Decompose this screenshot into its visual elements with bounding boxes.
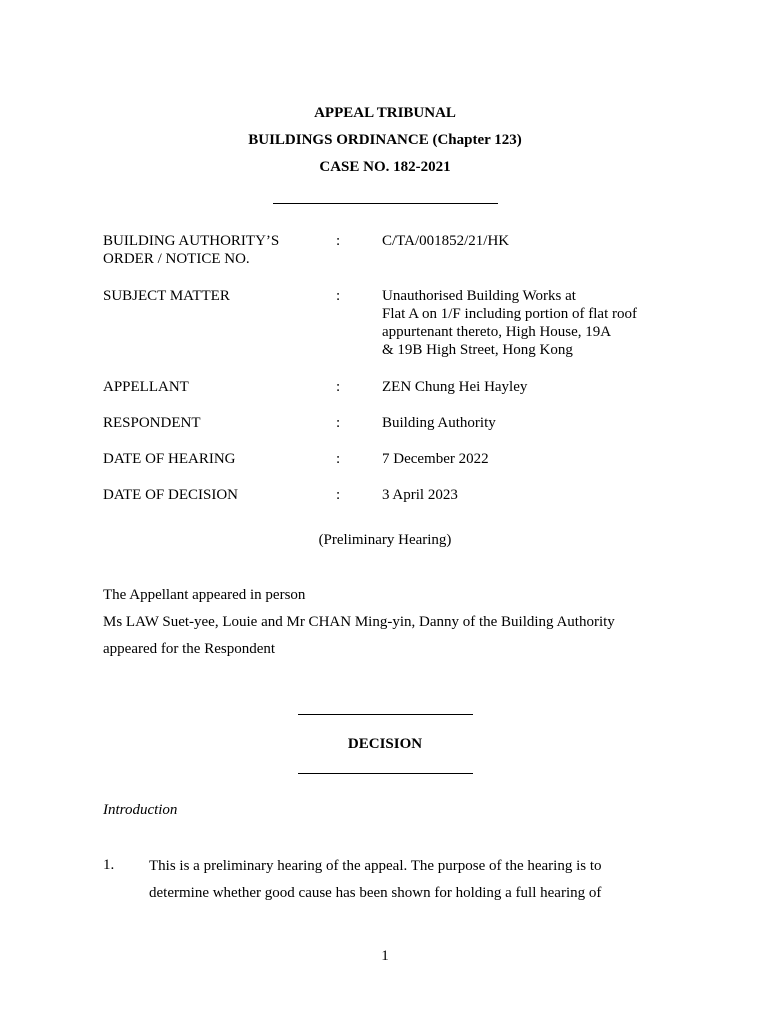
value-line: & 19B High Street, Hong Kong (382, 342, 573, 358)
separator: : (336, 379, 341, 395)
respondent-value (382, 414, 682, 432)
order-notice-label (103, 232, 323, 268)
appellant-value (382, 378, 682, 396)
case-number: CASE NO. 182-2021 (319, 159, 451, 175)
paragraph-text (149, 853, 669, 907)
value-line: ZEN Chung Hei Hayley (382, 379, 528, 395)
label-line: DATE OF HEARING (103, 451, 236, 467)
paragraph-number: 1. (103, 857, 115, 873)
subject-matter-label (103, 287, 323, 305)
label-line: DATE OF DECISION (103, 487, 238, 503)
separator: : (336, 415, 341, 431)
value-line: 3 April 2023 (382, 487, 458, 503)
label-line: RESPONDENT (103, 415, 201, 431)
label-line: SUBJECT MATTER (103, 288, 230, 304)
respondent-label (103, 414, 323, 432)
value-line: C/TA/001852/21/HK (382, 233, 510, 249)
section-heading-introduction: Introduction (103, 802, 178, 818)
order-notice-value (382, 232, 682, 250)
separator: : (336, 451, 341, 467)
appearance-respondent-representatives: Ms LAW Suet-yee, Louie and Mr CHAN Ming-yin, Danny of the Building Authority (103, 614, 615, 630)
decision-divider-bottom (298, 773, 473, 774)
appearance-appellant: The Appellant appeared in person (103, 587, 306, 603)
label-line: APPELLANT (103, 379, 189, 395)
hearing-date-label (103, 450, 323, 468)
label-line: ORDER / NOTICE NO. (103, 251, 250, 267)
appellant-label (103, 378, 323, 396)
separator: : (336, 288, 341, 304)
decision-date-value (382, 486, 682, 504)
value-line: Unauthorised Building Works at (382, 288, 576, 304)
label-line: BUILDING AUTHORITY’S (103, 233, 280, 249)
value-line: appurtenant thereto, High House, 19A (382, 324, 612, 340)
hearing-type: (Preliminary Hearing) (318, 532, 452, 548)
separator: : (336, 487, 341, 503)
paragraph-line: determine whether good cause has been shown for holding a full hearing of (149, 885, 602, 901)
header-divider (273, 203, 498, 204)
appearance-respondent: appeared for the Respondent (103, 641, 276, 657)
value-line: Building Authority (382, 415, 496, 431)
paragraph-line: This is a preliminary hearing of the appeal. The purpose of the hearing is to (149, 858, 602, 874)
page-number: 1 (381, 948, 389, 964)
hearing-date-value (382, 450, 682, 468)
value-line: 7 December 2022 (382, 451, 489, 467)
ordinance-title: BUILDINGS ORDINANCE (Chapter 123) (248, 132, 522, 148)
subject-matter-value (382, 287, 682, 359)
decision-divider-top (298, 714, 473, 715)
decision-date-label (103, 486, 323, 504)
value-line: Flat A on 1/F including portion of flat roof (382, 306, 637, 322)
separator: : (336, 233, 341, 249)
decision-heading: DECISION (347, 736, 423, 752)
tribunal-title: APPEAL TRIBUNAL (314, 105, 456, 121)
